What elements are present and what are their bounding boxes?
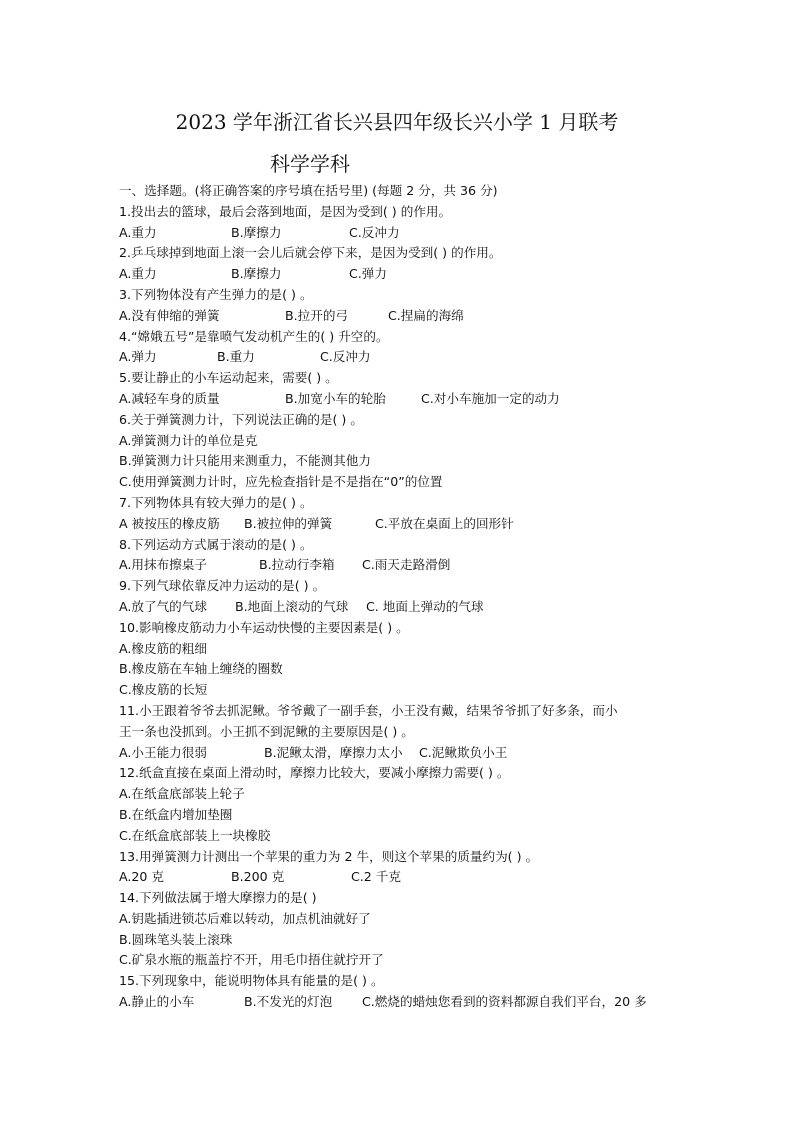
question-options xyxy=(119,389,689,410)
question-options xyxy=(119,223,689,244)
question-stem: 9.下列气球依靠反冲力运动的是( ) 。 xyxy=(119,578,326,594)
option-a: A.重力 xyxy=(119,224,157,240)
option-a: A.用抹布擦桌子 xyxy=(119,557,207,573)
section-heading: 一、选择题。(将正确答案的序号填在括号里) (每题 2 分，共 36 分) xyxy=(119,183,498,198)
question-stem: 2.乒乓球掉到地面上滚一会儿后就会停下来，是因为受到( ) 的作用。 xyxy=(119,245,502,261)
question-options xyxy=(119,867,689,888)
exam-title: 2023 学年浙江省长兴县四年级长兴小学 1 月联考 xyxy=(175,110,619,134)
option-c: C.泥鳅欺负小王 xyxy=(419,744,508,760)
option-c: C.使用弹簧测力计时，应先检查指针是不是指在“0”的位置 xyxy=(119,474,443,490)
option-a: A 被按压的橡皮筋 xyxy=(119,515,220,531)
option-a: A.弹簧测力计的单位是克 xyxy=(119,432,258,448)
option-b: B.地面上滚动的气球 xyxy=(235,598,349,614)
option-b: B.不发光的灯泡 xyxy=(244,994,333,1010)
option-c: C.反冲力 xyxy=(349,224,400,240)
option-c: C.捏扁的海绵 xyxy=(388,307,464,323)
question-stem: 10.影响橡皮筋动力小车运动快慢的主要因素是( ) 。 xyxy=(119,619,409,635)
option-c: C.在纸盒底部装上一块橡胶 xyxy=(119,827,271,843)
option-a: A.减轻车身的质量 xyxy=(119,390,220,406)
option-c: C.雨天走路滑倒 xyxy=(362,557,451,573)
question-stem: 6.关于弹簧测力计，下列说法正确的是( ) 。 xyxy=(119,411,363,427)
question-stem: 7.下列物体具有较大弹力的是( ) 。 xyxy=(119,494,313,510)
question-stem: 8.下列运动方式属于滚动的是( ) 。 xyxy=(119,536,313,552)
option-c: C.燃烧的蜡烛您看到的资料都源自我们平台，20 多 xyxy=(362,994,647,1010)
question-stem-continued: 王一条也没抓到。小王抓不到泥鳅的主要原因是( ) 。 xyxy=(119,723,414,739)
question-options xyxy=(119,514,689,535)
exam-subtitle: 科学学科 xyxy=(270,152,350,176)
question-options xyxy=(119,347,689,368)
option-a: A.20 克 xyxy=(119,869,165,885)
question-options xyxy=(119,743,689,764)
option-a: A.小王能力很弱 xyxy=(119,744,207,760)
option-c: C.平放在桌面上的回形针 xyxy=(375,515,514,531)
option-b: B.加宽小车的轮胎 xyxy=(285,390,386,406)
question-options xyxy=(119,555,689,576)
question-stem: 12.纸盒直接在桌面上滑动时，摩擦力比较大，要减小摩擦力需要( ) 。 xyxy=(119,765,510,781)
option-b: B.拉开的弓 xyxy=(285,307,349,323)
question-options xyxy=(119,306,689,327)
option-c: C.矿泉水瓶的瓶盖拧不开，用毛巾捂住就拧开了 xyxy=(119,952,384,968)
option-c: C. 地面上弹动的气球 xyxy=(366,598,484,614)
option-b: B.泥鳅太滑，摩擦力太小 xyxy=(264,744,403,760)
option-c: C.反冲力 xyxy=(320,349,371,365)
option-c: C.橡皮筋的长短 xyxy=(119,682,208,698)
question-stem: 3.下列物体没有产生弹力的是( ) 。 xyxy=(119,286,313,302)
option-b: B.橡皮筋在车轴上缠绕的圈数 xyxy=(119,661,283,677)
option-a: A.在纸盒底部装上轮子 xyxy=(119,786,245,802)
question-options xyxy=(119,992,689,1013)
option-b: B.被拉伸的弹簧 xyxy=(244,515,333,531)
question-stem: 15.下列现象中，能说明物体具有能量的是( ) 。 xyxy=(119,973,384,989)
question-stem: 1.投出去的篮球，最后会落到地面，是因为受到( ) 的作用。 xyxy=(119,203,452,219)
option-b: B.弹簧测力计只能用来测重力，不能测其他力 xyxy=(119,453,371,469)
question-stem: 5.要让静止的小车运动起来，需要( ) 。 xyxy=(119,370,338,386)
option-a: A.弹力 xyxy=(119,349,157,365)
option-b: B.圆珠笔头装上滚珠 xyxy=(119,931,233,947)
option-c: C.弹力 xyxy=(349,266,387,282)
option-c: C.对小车施加一定的动力 xyxy=(421,390,560,406)
option-b: B.摩擦力 xyxy=(231,266,282,282)
option-a: A.静止的小车 xyxy=(119,994,195,1010)
question-stem: 14.下列做法属于增大摩擦力的是( ) xyxy=(119,890,317,906)
question-list xyxy=(119,181,689,1013)
option-a: A.没有伸缩的弹簧 xyxy=(119,307,220,323)
question-options xyxy=(119,264,689,285)
option-b: B.摩擦力 xyxy=(231,224,282,240)
option-b: B.在纸盒内增加垫圈 xyxy=(119,806,233,822)
question-stem: 11.小王跟着爷爷去抓泥鳅。爷爷戴了一副手套，小王没有戴，结果爷爷抓了好多条，而小 xyxy=(119,702,618,718)
question-options xyxy=(119,597,689,618)
option-a: A.重力 xyxy=(119,266,157,282)
question-stem: 4.“嫦娥五号”是靠喷气发动机产生的( ) 升空的。 xyxy=(119,328,389,344)
option-a: A.钥匙插进锁芯后难以转动，加点机油就好了 xyxy=(119,910,371,926)
option-b: B.重力 xyxy=(217,349,255,365)
option-a: A.放了气的气球 xyxy=(119,598,207,614)
question-stem: 13.用弹簧测力计测出一个苹果的重力为 2 牛，则这个苹果的质量约为( ) 。 xyxy=(119,848,539,864)
option-a: A.橡皮筋的粗细 xyxy=(119,640,207,656)
option-b: B.200 克 xyxy=(231,869,285,885)
option-b: B.拉动行李箱 xyxy=(259,557,335,573)
option-c: C.2 千克 xyxy=(351,869,401,885)
